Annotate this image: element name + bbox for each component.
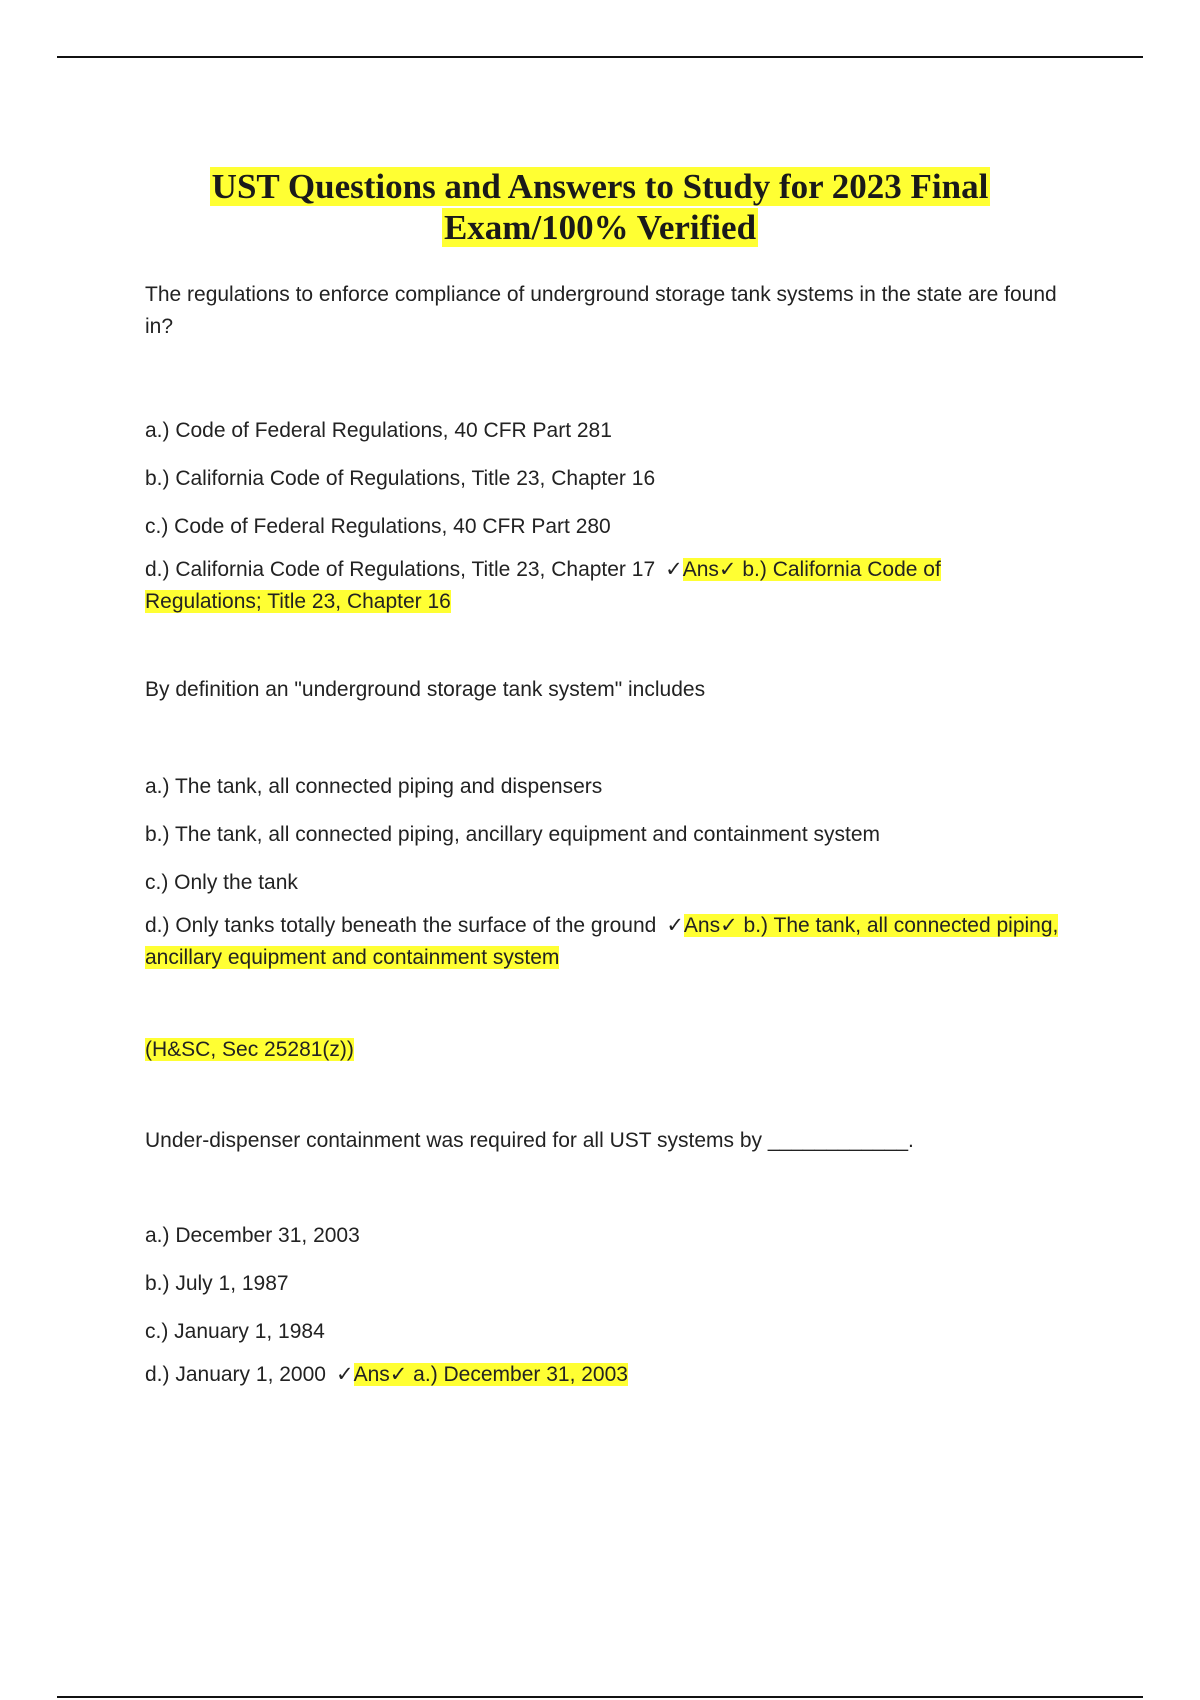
question-block <box>145 674 1060 1066</box>
bottom-rule <box>57 1696 1143 1698</box>
title-line-2: Exam/100% Verified <box>443 208 757 248</box>
check-icon: ✓ <box>666 914 684 937</box>
reference-highlight: (H&SC, Sec 25281(z)) <box>145 1038 354 1061</box>
document-body <box>145 279 1060 1391</box>
option-c: c.) Code of Federal Regulations, 40 CFR Part 280 <box>145 515 611 538</box>
option-a: a.) Code of Federal Regulations, 40 CFR Part 281 <box>145 419 612 442</box>
option-d-text: d.) California Code of Regulations, Title 23, Chapter 17 <box>145 558 656 581</box>
document-title <box>60 166 1140 248</box>
answer-highlight: Ans✓ b.) California Code of Regulations; Title 23, Chapter 16 <box>145 558 941 613</box>
check-icon: ✓ <box>335 1363 354 1386</box>
question-block <box>145 279 1060 618</box>
option-c: c.) Only the tank <box>145 871 298 894</box>
question-text: Under-dispenser containment was required for all UST systems by ____________. <box>145 1129 914 1152</box>
option-d-text: d.) Only tanks totally beneath the surface of the ground <box>145 914 657 937</box>
option-d-text: d.) January 1, 2000 <box>145 1363 326 1386</box>
question-text: By definition an "underground storage tank system" includes <box>145 678 706 701</box>
option-a: a.) December 31, 2003 <box>145 1224 360 1247</box>
option-b: b.) The tank, all connected piping, ancillary equipment and containment system <box>145 823 881 846</box>
option-a: a.) The tank, all connected piping and dispensers <box>145 775 603 798</box>
reference-citation <box>145 1034 1060 1066</box>
question-block <box>145 1125 1060 1391</box>
option-c: c.) January 1, 1984 <box>145 1320 325 1343</box>
check-icon: ✓ <box>665 558 683 581</box>
option-d <box>145 1359 1060 1391</box>
question-text: The regulations to enforce compliance of underground storage tank systems in the state are found in? <box>145 283 1057 338</box>
answer-highlight: Ans✓ a.) December 31, 2003 <box>353 1363 628 1386</box>
option-b: b.) July 1, 1987 <box>145 1272 289 1295</box>
answer-highlight: Ans✓ b.) The tank, all connected piping, ancillary equipment and containment system <box>145 914 1059 969</box>
title-line-1: UST Questions and Answers to Study for 2023 Final <box>211 167 989 207</box>
top-rule <box>57 56 1143 58</box>
option-b: b.) California Code of Regulations, Title 23, Chapter 16 <box>145 467 656 490</box>
option-d <box>145 910 1060 974</box>
option-d <box>145 554 1060 618</box>
